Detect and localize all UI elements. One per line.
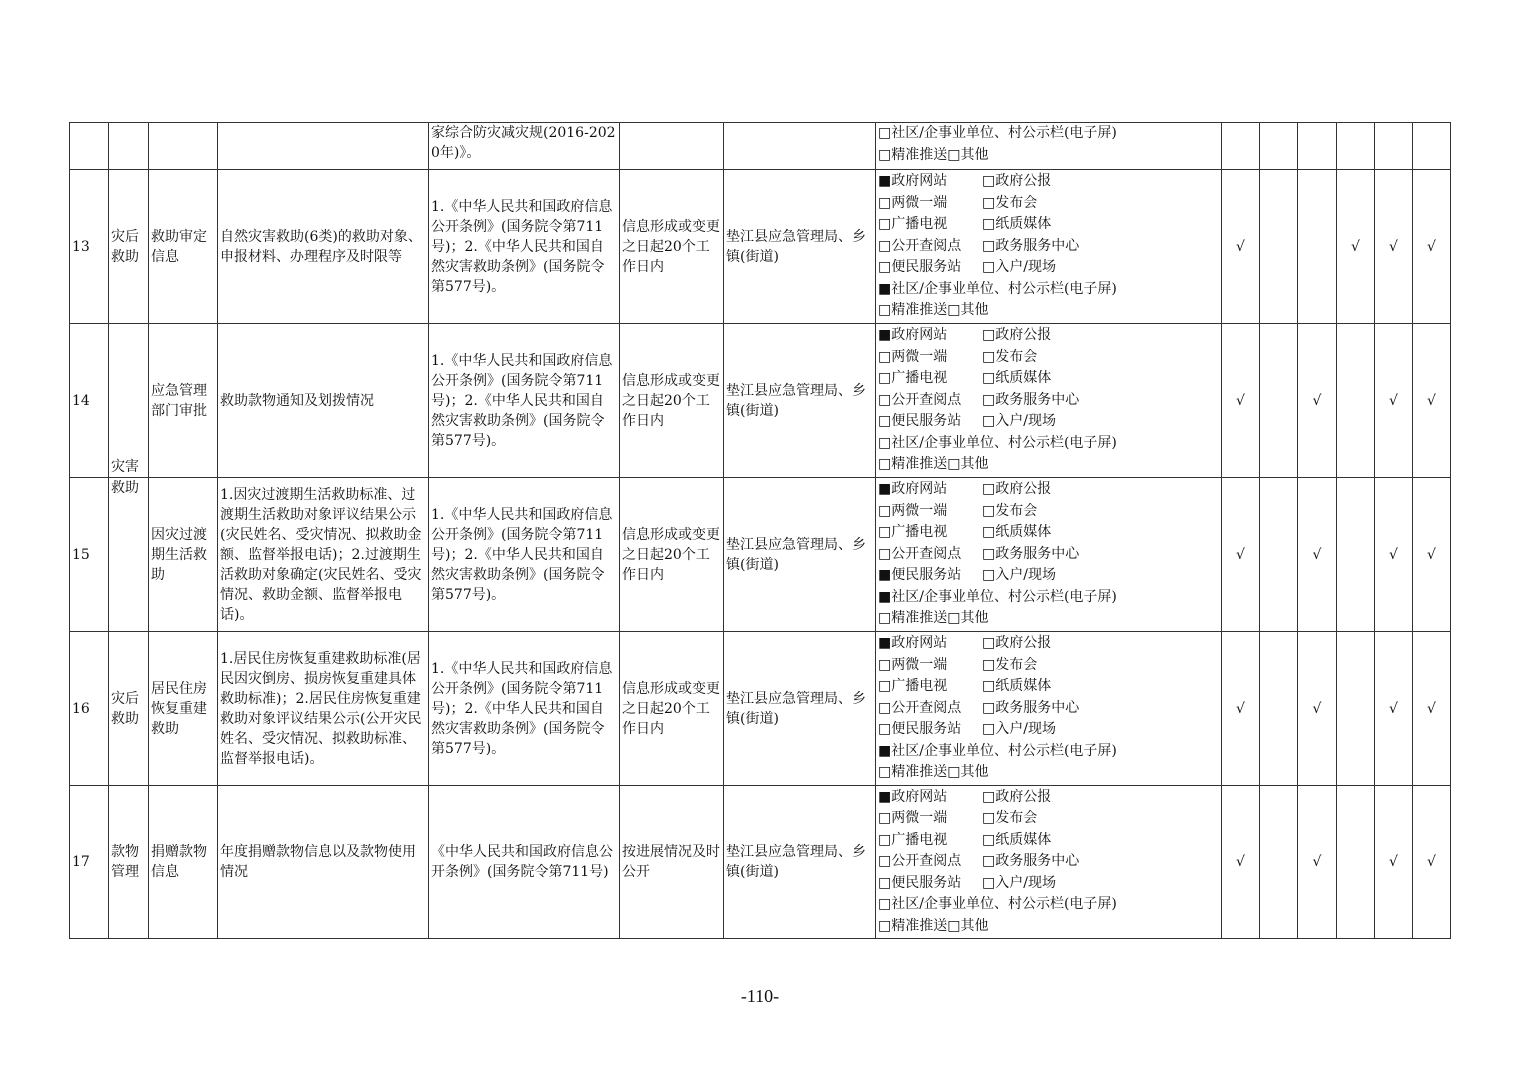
check-mark-cell <box>1337 786 1375 939</box>
channel-line <box>878 587 1219 609</box>
category-cell: 灾后救助 <box>109 632 149 786</box>
row-number <box>70 123 109 170</box>
row-number: 17 <box>70 786 109 939</box>
disclosure-table <box>69 122 1451 939</box>
item-cell: 救助审定信息 <box>149 170 218 324</box>
channel-option: □政务服务中心 <box>982 699 1080 716</box>
channel-line <box>878 873 1219 895</box>
channel-line <box>878 676 1219 698</box>
subject-cell: 垫江县应急管理局、乡镇(街道) <box>724 170 876 324</box>
check-mark-cell <box>1375 123 1413 170</box>
channel-option: □发布会 <box>982 502 1038 519</box>
category-cell: 灾后救助 <box>109 170 149 324</box>
channel-line <box>878 123 1219 145</box>
content-cell: 1.因灾过渡期生活救助标准、过渡期生活救助对象评议结果公示(灾民姓名、受灾情况、拟救助金额、监督举报电话)；2.过渡期生活救助对象确定(灾民姓名、受灾情况、救助金额、监督举报电话)。 <box>218 478 429 632</box>
channel-option: □两微一端 <box>878 194 948 211</box>
channel-line <box>878 851 1219 873</box>
row-number: 15 <box>70 478 109 632</box>
channel-option: □政务服务中心 <box>982 545 1080 562</box>
channel-line <box>878 145 1219 167</box>
subject-cell: 垫江县应急管理局、乡镇(街道) <box>724 632 876 786</box>
channel-option: □社区/企事业单位、村公示栏(电子屏) <box>878 125 1117 141</box>
channel-option: □发布会 <box>982 656 1038 673</box>
channels-cell <box>876 478 1222 632</box>
check-mark-cell <box>1413 123 1451 170</box>
channel-option: □广播电视 <box>878 678 948 695</box>
category-cell: 灾害 <box>109 324 149 478</box>
check-mark-cell <box>1298 123 1337 170</box>
row-number: 13 <box>70 170 109 324</box>
subject-cell: 垫江县应急管理局、乡镇(街道) <box>724 786 876 939</box>
table-row <box>70 632 1451 786</box>
channel-option: □广播电视 <box>878 524 948 541</box>
channel-line <box>878 171 1219 193</box>
check-mark-cell: √ <box>1222 632 1260 786</box>
content-cell: 1.居民住房恢复重建救助标准(居民因灾倒房、损房恢复重建具体救助标准)；2.居民住房恢复重建救助对象评议结果公示(公开灾民姓名、受灾情况、拟救助标准、监督举报电话)。 <box>218 632 429 786</box>
time-limit-cell: 信息形成或变更之日起20个工作日内 <box>620 170 724 324</box>
channel-option: ■社区/企事业单位、村公示栏(电子屏) <box>878 280 1117 297</box>
channel-line <box>878 916 1219 938</box>
check-mark-cell <box>1222 123 1260 170</box>
check-mark-cell: √ <box>1337 170 1375 324</box>
row-number: 14 <box>70 324 109 478</box>
channel-option: □公开查阅点 <box>878 237 962 254</box>
channel-option: □公开查阅点 <box>878 545 962 562</box>
channel-option: ■政府网站 <box>878 327 948 344</box>
table-row <box>70 324 1451 478</box>
time-limit-cell: 信息形成或变更之日起20个工作日内 <box>620 324 724 478</box>
channel-option: □精准推送□其他 <box>878 610 989 627</box>
subject-cell: 垫江县应急管理局、乡镇(街道) <box>724 324 876 478</box>
channel-line <box>878 257 1219 279</box>
channel-option: □便民服务站 <box>878 413 962 430</box>
channel-option: □纸质媒体 <box>982 831 1052 848</box>
channel-option: □政府公报 <box>982 481 1052 498</box>
check-mark-cell <box>1260 170 1298 324</box>
channel-line <box>878 501 1219 523</box>
check-mark-cell: √ <box>1375 324 1413 478</box>
channel-option: ■政府网站 <box>878 173 948 190</box>
channel-line <box>878 565 1219 587</box>
channel-option: □便民服务站 <box>878 259 962 276</box>
channel-option: □政务服务中心 <box>982 391 1080 408</box>
time-limit-cell: 信息形成或变更之日起20个工作日内 <box>620 478 724 632</box>
channel-option: □纸质媒体 <box>982 370 1052 387</box>
check-mark-cell: √ <box>1413 478 1451 632</box>
check-mark-cell: √ <box>1298 786 1337 939</box>
channel-option: □公开查阅点 <box>878 391 962 408</box>
channel-line <box>878 433 1219 455</box>
channel-option: □两微一端 <box>878 502 948 519</box>
channel-line <box>878 741 1219 763</box>
channel-option: □公开查阅点 <box>878 853 962 870</box>
content-cell: 年度捐赠款物信息以及款物使用情况 <box>218 786 429 939</box>
channel-line <box>878 698 1219 720</box>
channel-option: □政府公报 <box>982 327 1052 344</box>
content-cell: 自然灾害救助(6类)的救助对象、申报材料、办理程序及时限等 <box>218 170 429 324</box>
channels-cell <box>876 786 1222 939</box>
check-mark-cell: √ <box>1413 170 1451 324</box>
channel-option: □发布会 <box>982 348 1038 365</box>
channel-option: □公开查阅点 <box>878 699 962 716</box>
category-cell: 救助 <box>109 478 149 632</box>
item-cell: 因灾过渡期生活救助 <box>149 478 218 632</box>
time-limit-cell <box>620 123 724 170</box>
channel-option: □发布会 <box>982 194 1038 211</box>
check-mark-cell: √ <box>1298 478 1337 632</box>
channel-line <box>878 719 1219 741</box>
channel-line <box>878 608 1219 630</box>
item-cell: 居民住房恢复重建救助 <box>149 632 218 786</box>
subject-cell <box>724 123 876 170</box>
channel-line <box>878 655 1219 677</box>
channel-line <box>878 762 1219 784</box>
channel-line <box>878 279 1219 301</box>
channel-option: □政务服务中心 <box>982 237 1080 254</box>
page-number: -110- <box>740 986 780 1006</box>
check-mark-cell <box>1260 786 1298 939</box>
channels-cell <box>876 324 1222 478</box>
basis-cell: 《中华人民共和国政府信息公开条例》(国务院令第711号) <box>429 786 620 939</box>
channel-option: □社区/企事业单位、村公示栏(电子屏) <box>878 434 1117 451</box>
check-mark-cell: √ <box>1222 786 1260 939</box>
channel-option: □两微一端 <box>878 656 948 673</box>
channel-line <box>878 411 1219 433</box>
channel-option: ■便民服务站 <box>878 567 962 584</box>
channel-option: □两微一端 <box>878 348 948 365</box>
check-mark-cell: √ <box>1222 324 1260 478</box>
channel-line <box>878 236 1219 258</box>
channel-line <box>878 808 1219 830</box>
channel-option: ■政府网站 <box>878 481 948 498</box>
channel-option: □便民服务站 <box>878 721 962 738</box>
channel-option: □广播电视 <box>878 370 948 387</box>
basis-cell: 1.《中华人民共和国政府信息公开条例》(国务院令第711号)；2.《中华人民共和国自然灾害救助条例》(国务院令第577号)。 <box>429 632 620 786</box>
channel-option: □入户/现场 <box>982 721 1056 738</box>
channel-option: □广播电视 <box>878 216 948 233</box>
channels-cell <box>876 170 1222 324</box>
channel-line <box>878 479 1219 501</box>
check-mark-cell <box>1260 478 1298 632</box>
channel-option: □纸质媒体 <box>982 524 1052 541</box>
channel-option: □精准推送□其他 <box>878 456 989 473</box>
channel-option: □纸质媒体 <box>982 678 1052 695</box>
check-mark-cell <box>1337 632 1375 786</box>
channel-option: □入户/现场 <box>982 567 1056 584</box>
channel-option: ■社区/企事业单位、村公示栏(电子屏) <box>878 588 1117 605</box>
channel-option: □精准推送□其他 <box>878 146 989 163</box>
row-number: 16 <box>70 632 109 786</box>
channel-line <box>878 894 1219 916</box>
check-mark-cell <box>1337 324 1375 478</box>
check-mark-cell: √ <box>1375 786 1413 939</box>
channel-option: □便民服务站 <box>878 874 962 891</box>
channel-option: □入户/现场 <box>982 413 1056 430</box>
channel-line <box>878 347 1219 369</box>
channels-cell <box>876 632 1222 786</box>
check-mark-cell: √ <box>1413 786 1451 939</box>
check-mark-cell: √ <box>1222 170 1260 324</box>
channel-line <box>878 300 1219 322</box>
check-mark-cell: √ <box>1298 632 1337 786</box>
channel-line <box>878 454 1219 476</box>
check-mark-cell: √ <box>1375 170 1413 324</box>
check-mark-cell: √ <box>1413 632 1451 786</box>
channel-line <box>878 787 1219 809</box>
channel-option: □广播电视 <box>878 831 948 848</box>
channel-line <box>878 368 1219 390</box>
channel-option: □两微一端 <box>878 810 948 827</box>
category-cell: 款物管理 <box>109 786 149 939</box>
table-row <box>70 123 1451 170</box>
channel-line <box>878 522 1219 544</box>
channels-cell <box>876 123 1222 170</box>
check-mark-cell <box>1260 123 1298 170</box>
subject-cell: 垫江县应急管理局、乡镇(街道) <box>724 478 876 632</box>
channel-line <box>878 325 1219 347</box>
channel-option: □精准推送□其他 <box>878 764 989 781</box>
channel-line <box>878 830 1219 852</box>
channel-option: □政府公报 <box>982 173 1052 190</box>
channel-option: ■政府网站 <box>878 635 948 652</box>
basis-cell: 家综合防灾减灾规(2016-2020年)》。 <box>429 123 620 170</box>
basis-cell: 1.《中华人民共和国政府信息公开条例》(国务院令第711号)；2.《中华人民共和国自然灾害救助条例》(国务院令第577号)。 <box>429 478 620 632</box>
check-mark-cell <box>1260 632 1298 786</box>
channel-line <box>878 193 1219 215</box>
check-mark-cell <box>1337 123 1375 170</box>
channel-option: □社区/企事业单位、村公示栏(电子屏) <box>878 896 1117 913</box>
channel-line <box>878 544 1219 566</box>
check-mark-cell: √ <box>1413 324 1451 478</box>
category-cell <box>109 123 149 170</box>
time-limit-cell: 信息形成或变更之日起20个工作日内 <box>620 632 724 786</box>
table-row <box>70 170 1451 324</box>
channel-line <box>878 390 1219 412</box>
content-cell <box>218 123 429 170</box>
item-cell <box>149 123 218 170</box>
channel-option: □入户/现场 <box>982 259 1056 276</box>
table-row <box>70 786 1451 939</box>
basis-cell: 1.《中华人民共和国政府信息公开条例》(国务院令第711号)；2.《中华人民共和国自然灾害救助条例》(国务院令第577号)。 <box>429 170 620 324</box>
channel-option: □精准推送□其他 <box>878 917 989 934</box>
channel-option: □入户/现场 <box>982 874 1056 891</box>
channel-option: ■社区/企事业单位、村公示栏(电子屏) <box>878 742 1117 759</box>
channel-option: □政府公报 <box>982 635 1052 652</box>
channel-option: ■政府网站 <box>878 788 948 805</box>
time-limit-cell: 按进展情况及时公开 <box>620 786 724 939</box>
channel-line <box>878 633 1219 655</box>
check-mark-cell: √ <box>1298 324 1337 478</box>
channel-option: □政务服务中心 <box>982 853 1080 870</box>
content-cell: 救助款物通知及划拨情况 <box>218 324 429 478</box>
item-cell: 应急管理部门审批 <box>149 324 218 478</box>
table-row <box>70 478 1451 632</box>
check-mark-cell: √ <box>1222 478 1260 632</box>
check-mark-cell: √ <box>1375 478 1413 632</box>
channel-line <box>878 214 1219 236</box>
basis-cell: 1.《中华人民共和国政府信息公开条例》(国务院令第711号)；2.《中华人民共和国自然灾害救助条例》(国务院令第577号)。 <box>429 324 620 478</box>
check-mark-cell: √ <box>1375 632 1413 786</box>
channel-option: □发布会 <box>982 810 1038 827</box>
check-mark-cell <box>1337 478 1375 632</box>
channel-option: □精准推送□其他 <box>878 302 989 319</box>
channel-option: □政府公报 <box>982 788 1052 805</box>
item-cell: 捐赠款物信息 <box>149 786 218 939</box>
check-mark-cell <box>1298 170 1337 324</box>
check-mark-cell <box>1260 324 1298 478</box>
channel-option: □纸质媒体 <box>982 216 1052 233</box>
